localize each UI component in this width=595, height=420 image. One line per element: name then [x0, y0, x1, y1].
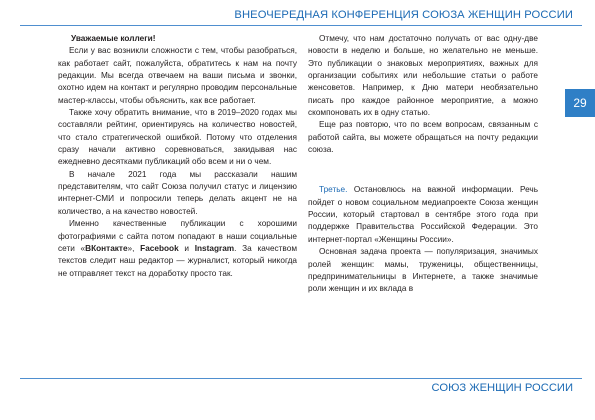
footer-rule	[20, 378, 582, 379]
greeting: Уважаемые коллеги!	[71, 34, 156, 43]
right-column	[308, 33, 538, 296]
page-number-tab: 29	[565, 89, 595, 117]
paragraph: В начале 2021 года мы рассказали нашим представителям, что сайт Союза получил статус и лицензию интернет-СМИ и попросили теперь делать акцент не на количество, а на качество новостей.	[58, 169, 297, 216]
running-header-title: ВНЕОЧЕРЕДНАЯ КОНФЕРЕНЦИЯ СОЮЗА ЖЕНЩИН РОССИИ	[234, 9, 573, 21]
paragraph: Еще раз повторю, что по всем вопросам, связанным с работой сайта, вы можете обращаться на почту редакции союза.	[308, 120, 538, 155]
paragraph-text: Именно качественные публикации с хорошими фотографиями с сайта потом попадают в наши социальные сети «	[58, 219, 297, 253]
vkontakte-mention: ВКонтакте	[85, 243, 128, 253]
paragraph-text: Остановлюсь на важной информации. Речь пойдет о новом социальном медиапроекте Союза женщин России, который стартовал в сентябре этого года при поддержке Правительства Российской Федерации. Это интернет-портал «Женщины России».	[308, 185, 538, 244]
header-rule	[20, 25, 582, 26]
instagram-mention: Instagram	[194, 243, 235, 253]
paragraph: Основная задача проекта — популяризация, значимых ролей женщин: мамы, труженицы, общественницы, предпринимательницы в Интернете, а также значимые роли женщин и их вклада в	[308, 247, 538, 294]
running-footer-title: СОЮЗ ЖЕНЩИН РОССИИ	[431, 382, 573, 394]
paragraph-text: »,	[127, 243, 141, 253]
section-spacer	[308, 156, 538, 184]
paragraph: Если у вас возникли сложности с тем, чтобы разобраться, как работает сайт, пожалуйста, обратитесь к нам на почту редакции. Мы всегда отвечаем на ваши письма и звонки, охотно идем на контакт и регулярно проводим персональные мастер-классы, чтобы объяснить, как все работает.	[58, 46, 297, 105]
paragraph: Отмечу, что нам достаточно получать от вас одну-две новости в неделю и больше, но желательно не меньше. Это публикации о знаковых мероприятиях, важных для организации событиях или небольшие статьи о работе женсоветов. Например, к Дню матери необязательно писать про каждое районное мероприятие, а можно скомпоновать их в одну статью.	[308, 34, 538, 118]
paragraph: Также хочу обратить внимание, что в 2019–2020 годах мы составляли рейтинг, ориентируясь на количество новостей, что стало стратегической ошибкой. Потому что отделения сразу начали активно соревноваться, закидывая нас ежедневно десятками публикаций обо всем и ни о чем.	[58, 108, 297, 167]
paragraph-text: и	[178, 243, 195, 253]
section-lead: Третье.	[319, 185, 348, 195]
facebook-mention: Facebook	[140, 243, 179, 253]
paragraph-text: . За качеством текстов следит наш редактор — журналист, который никогда не отправляет текст на доработку просто так.	[58, 243, 297, 278]
paragraph	[308, 184, 538, 246]
left-column	[58, 33, 297, 280]
paragraph	[58, 218, 297, 280]
